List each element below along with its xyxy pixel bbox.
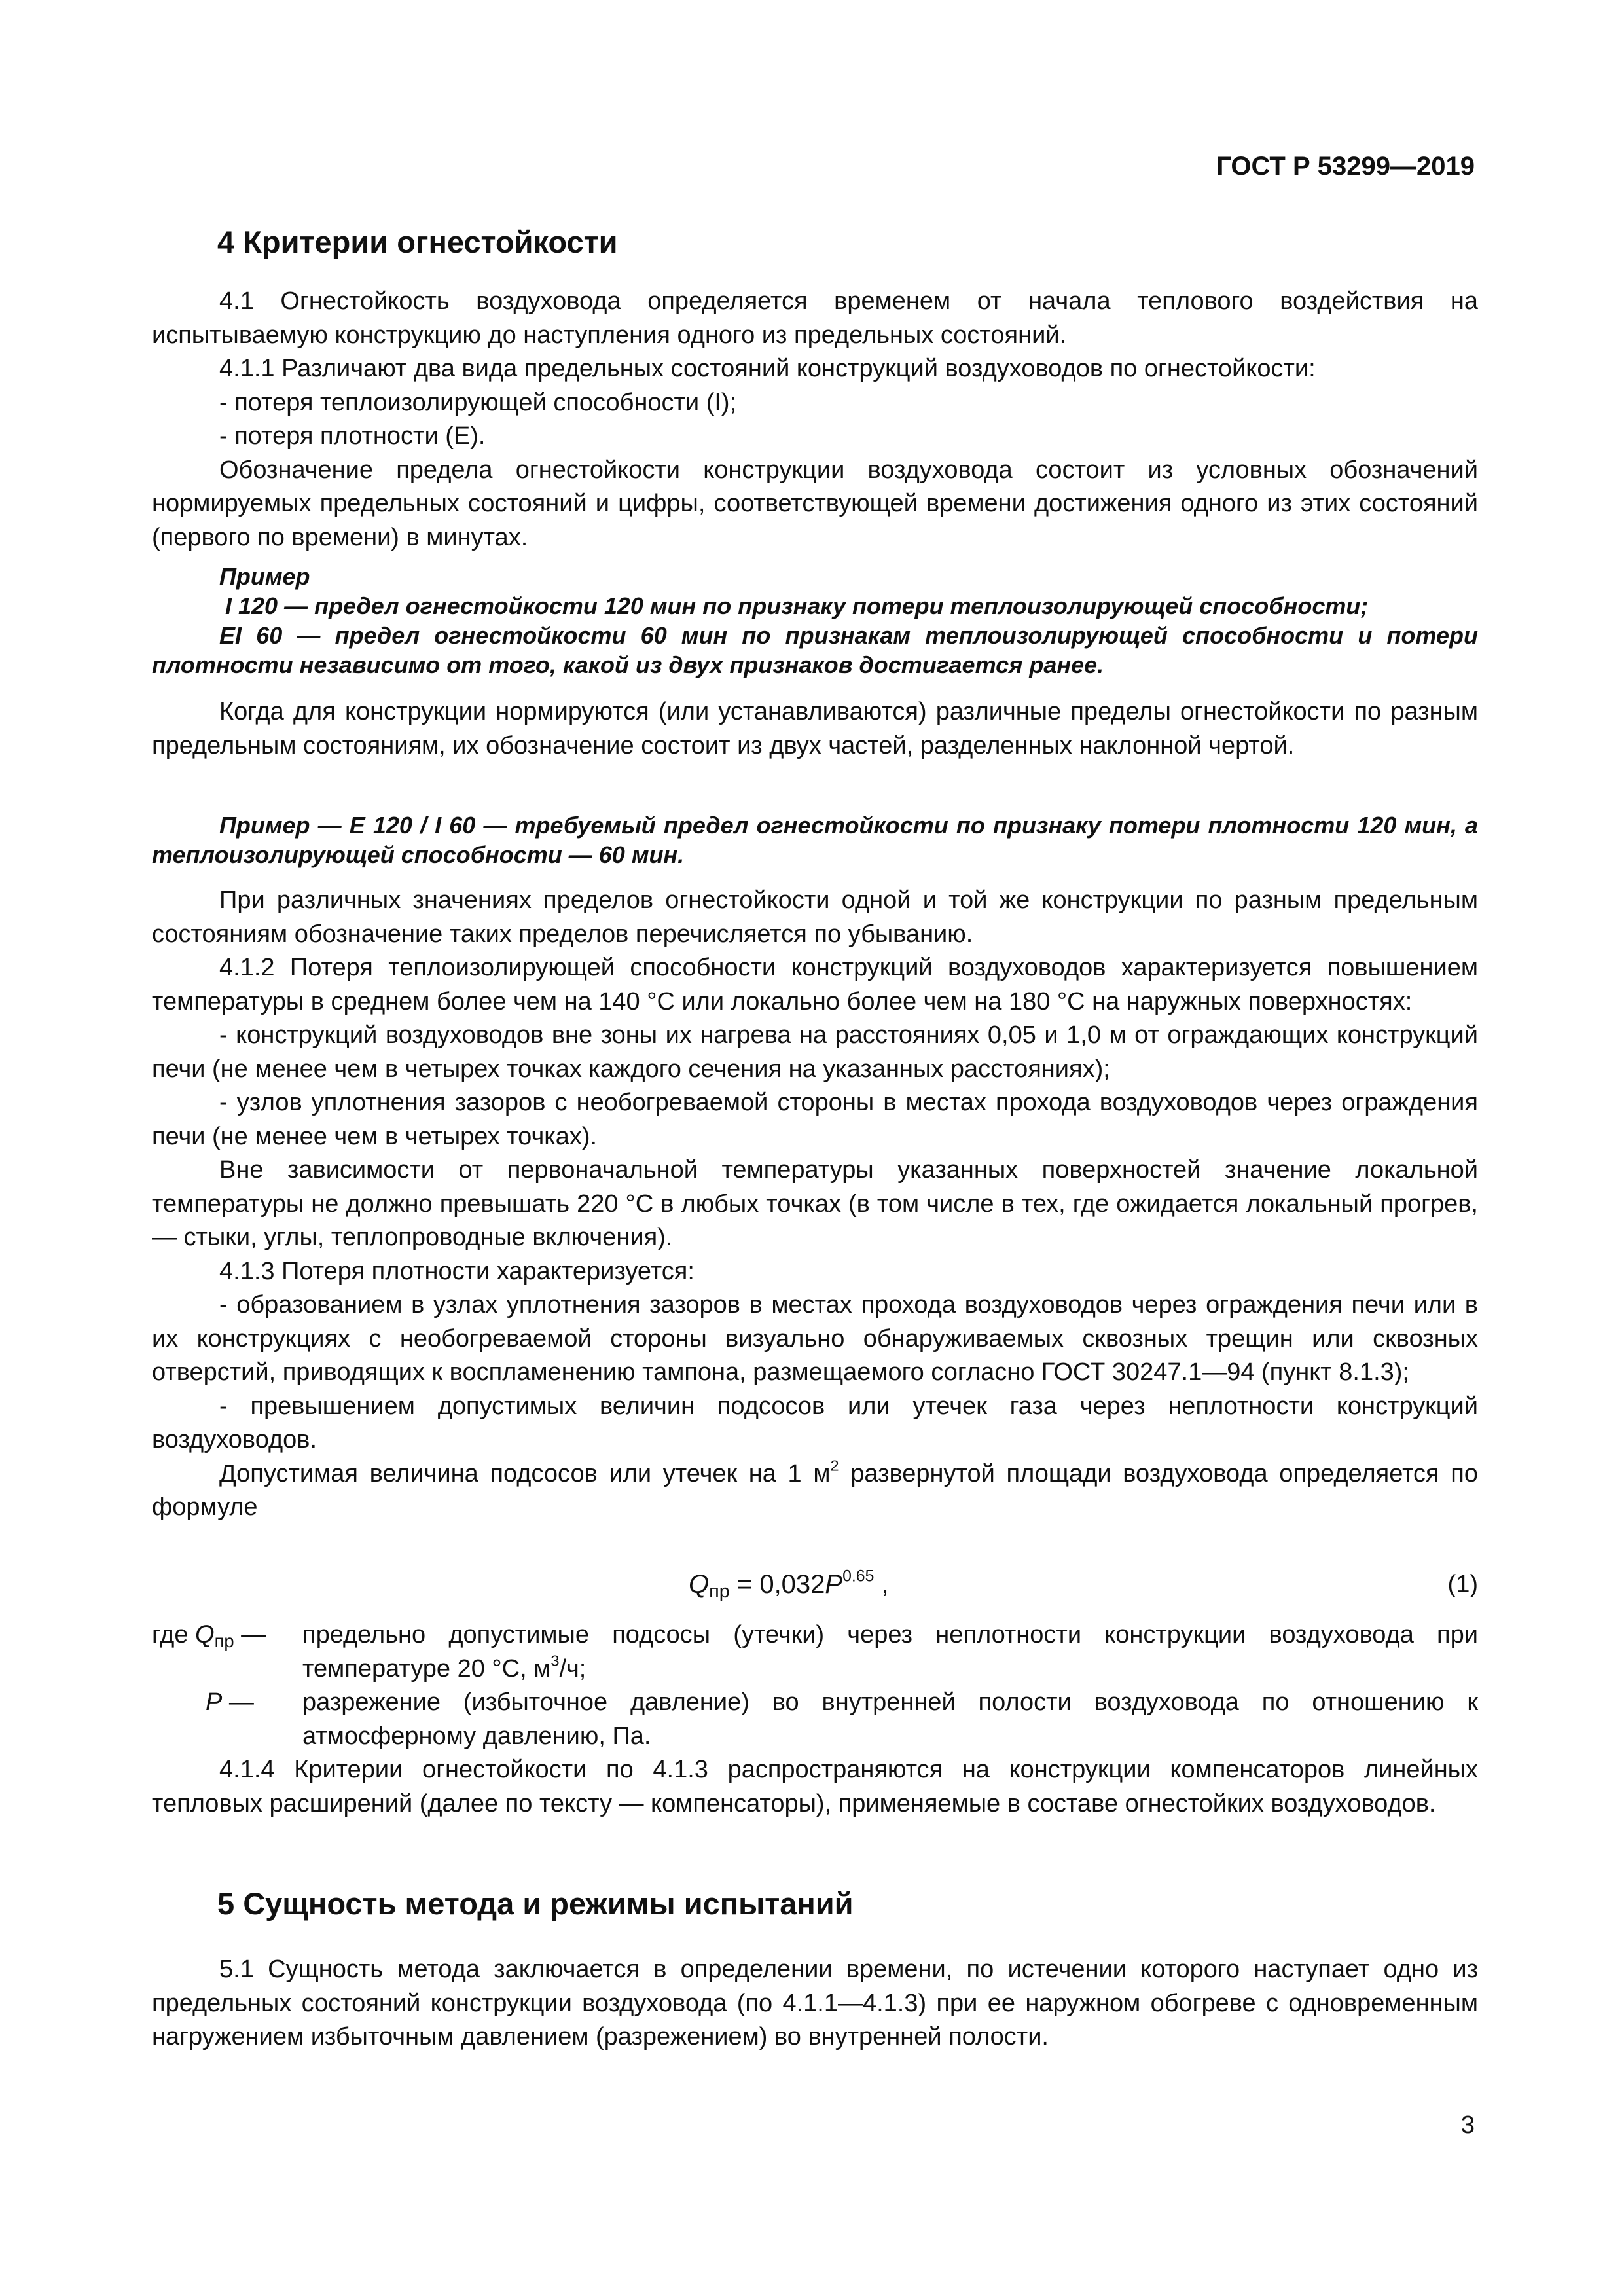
formula-1 — [152, 1568, 1478, 1602]
section-5-heading: 5 Сущность метода и режимы испытаний — [217, 1886, 854, 1921]
example-1-line-1: I 120 — предел огнестойкости 120 мин по признаку потери теплоизолирующей способности; — [225, 592, 1369, 619]
list-item-cracks: - образованием в узлах уплотнения зазоров в местах прохода воздуховодов через ограждения печи или в их конструкциях с необогреваемой стороны визуально обнаруживаемых сквозных трещин или сквозных отверстий, приводящих к воспламенению тампона, размещаемого согласно ГОСТ 30247.1—94 (пункт 8.1.3); — [152, 1291, 1478, 1386]
paragraph-4-1-3: 4.1.3 Потеря плотности характеризуется: — [219, 1257, 695, 1285]
paragraph-allowable: Допустимая величина подсосов или утечек на 1 $м^2$ развернутой площади воздуховода определяется по формуле — [152, 1457, 1478, 1521]
page-number: 3 — [1460, 2111, 1475, 2139]
example-2-text: Пример — E 120 / I 60 — требуемый предел огнестойкости по признаку потери плотности 120 мин, а теплоизолирующей способности — 60 мин. — [152, 812, 1478, 868]
section-4-block-2 — [152, 884, 1478, 1525]
paragraph-5-1: 5.1 Сущность метода заключается в определении времени, по истечении которого наступает одно из предельных состояний конструкции воздуховода (по 4.1.1—4.1.3) при ее наружном обогреве с одновременным нагружением избыточным давлением (разрежением) во внутренней полости. — [152, 1956, 1478, 2050]
legend-p: P — разрежение (избыточное давление) во внутренней полости воздуховода по отношению к атмосферному давлению, Па. — [206, 1688, 1478, 1750]
paragraph-4-1-4: 4.1.4 Критерии огнестойкости по 4.1.3 распространяются на конструкции компенсаторов линейных тепловых расширений (далее по тексту — компенсаторы), применяемые в составе огнестойких воздуховодов. — [152, 1756, 1478, 1817]
list-item-tightness: - потеря плотности (E). — [219, 422, 486, 450]
paragraph-two-parts-block — [152, 695, 1478, 763]
example-1 — [152, 562, 1478, 680]
list-item-seals: - узлов уплотнения зазоров с необогреваемой стороны в местах прохода воздуховодов через ограждения печи (не менее чем в четырех точках). — [152, 1089, 1478, 1150]
formula-legend — [152, 1618, 1478, 1821]
section-4-block-1 — [152, 285, 1478, 555]
section-5-block — [152, 1953, 1478, 2054]
paragraph-4-1-1: 4.1.1 Различают два вида предельных состояний конструкций воздуховодов по огнестойкости: — [219, 355, 1316, 382]
list-item-leaks: - превышением допустимых величин подсосов или утечек газа через неплотности конструкций воздуховодов. — [152, 1392, 1478, 1453]
section-4-heading: 4 Критерии огнестойкости — [217, 225, 618, 259]
list-item-outside-zone: - конструкций воздуховодов вне зоны их нагрева на расстояниях 0,05 и 1,0 м от ограждающих конструкций печи (не менее чем в четырех точках каждого сечения на указанных расстояниях); — [152, 1021, 1478, 1083]
standard-header: ГОСТ Р 53299—2019 — [1216, 152, 1475, 181]
list-item-thermal-insulation: - потеря теплоизолирующей способности (I); — [219, 388, 737, 416]
paragraph-descending: При различных значениях пределов огнестойкости одной и той же конструкции по разным предельным состояниям обозначение таких пределов перечисляется по убыванию. — [152, 886, 1478, 948]
legend-q: где $Q_{пр}$ — предельно допустимые подсосы (утечки) через неплотности конструкции воздуховода при температуре 20 °С, $м^3/ч$; — [152, 1621, 1478, 1683]
formula-expression: $Q_{пр} = 0,032P^{0.65}$ , — [689, 1567, 889, 1603]
paragraph-designation: Обозначение предела огнестойкости конструкции воздуховода состоит из условных обозначений нормируемых предельных состояний и цифры, соответствующей времени достижения одного из этих состояний (первого по времени) в минутах. — [152, 456, 1478, 551]
paragraph-4-1-2: 4.1.2 Потеря теплоизолирующей способности конструкций воздуховодов характеризуется повышением температуры в среднем более чем на 140 °С или локально более чем на 180 °С на наружных поверхностях: — [152, 954, 1478, 1015]
formula-number: (1) — [1447, 1571, 1478, 1598]
paragraph-220: Вне зависимости от первоначальной температуры указанных поверхностей значение локальной температуры не должно превышать 220 °С в любых точках (в том числе в тех, где ожидается локальный прогрев, — стыки, углы, теплопроводные включения). — [152, 1156, 1478, 1251]
example-1-line-2: EI 60 — предел огнестойкости 60 мин по признакам теплоизолирующей способности и потери плотности независимо от того, какой из двух признаков достигается ранее. — [152, 622, 1478, 678]
paragraph-4-1: 4.1 Огнестойкость воздуховода определяется временем от начала теплового воздействия на испытываемую конструкцию до наступления одного из предельных состояний. — [152, 287, 1478, 349]
paragraph-two-parts: Когда для конструкции нормируются (или устанавливаются) различные пределы огнестойкости по разным предельным состояниям, их обозначение состоит из двух частей, разделенных наклонной чертой. — [152, 698, 1478, 759]
example-2 — [152, 811, 1478, 869]
example-1-label: Пример — [219, 563, 310, 590]
